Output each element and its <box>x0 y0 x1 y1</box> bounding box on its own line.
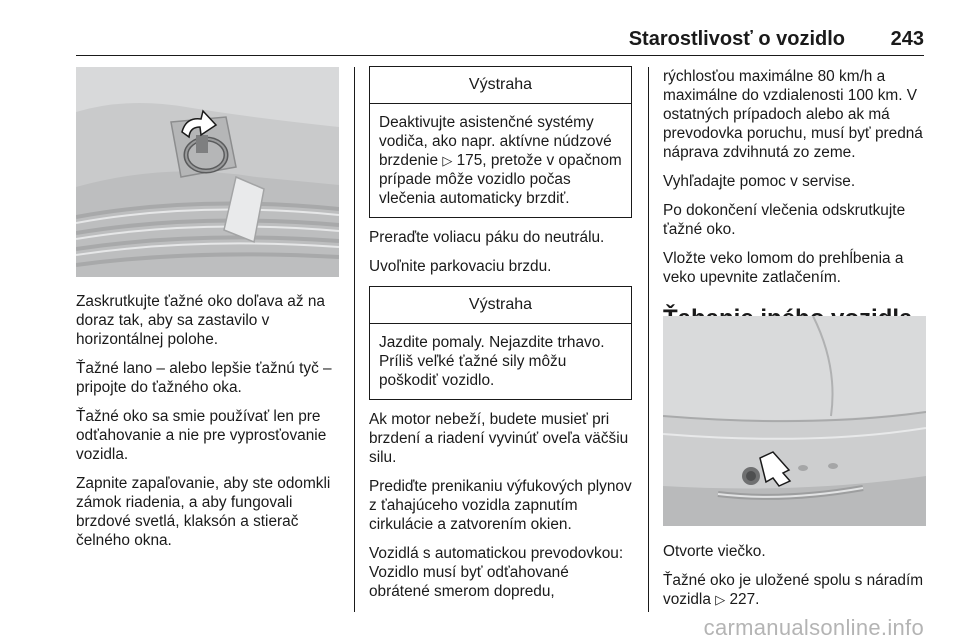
paragraph-parking-brake: Uvoľnite parkovaciu brzdu. <box>369 258 552 275</box>
warning-text-part: 175, pretože v opačnom prípade môže vozidlo počas vlečenia automaticky brzdiť. <box>379 152 622 207</box>
paragraph-open-cover: Otvorte viečko. <box>663 543 766 560</box>
paragraph-engine-off: Ak motor nebeží, budete musieť pri brzdení a riadení vyvinúť oveľa väčšiu silu. <box>369 411 629 466</box>
page-reference-arrow-icon: ▷ <box>715 592 726 607</box>
warning-heading: Výstraha <box>370 67 631 104</box>
column-1-text <box>76 292 339 560</box>
page-header-title: Starostlivosť o vozidlo <box>628 28 845 50</box>
paragraph-exhaust: Prediďte prenikaniu výfukových plynov z ťahajúceho vozidla zapnutím cirkulácie a zatvorením okien. <box>369 478 632 533</box>
page-reference-arrow-icon: ▷ <box>442 153 453 168</box>
paragraph-service: Vyhľadajte pomoc v servise. <box>663 173 856 190</box>
warning-box-assist-systems <box>369 66 632 218</box>
paragraph-speed-limit: rýchlosťou maximálne 80 km/h a maximálne do vzdialenosti 100 km. V ostatných prípadoch alebo ak má prevodovka poruchu, musí byť predná náprava zdvihnutá zo zeme. <box>663 68 923 161</box>
column-3 <box>663 67 926 333</box>
paragraph-attach-rope: Ťažné lano – alebo lepšie ťažnú tyč – pripojte do ťažného oka. <box>76 360 332 396</box>
paragraph-unscrew: Po dokončení vlečenia odskrutkujte ťažné oko. <box>663 202 906 238</box>
column-divider-1 <box>354 67 355 612</box>
column-divider-2 <box>648 67 649 612</box>
warning-text <box>370 104 631 217</box>
paragraph-text-part: Ťažné oko je uložené spolu s náradím vozidla <box>663 572 924 608</box>
front-tow-eye-photo <box>76 67 339 277</box>
paragraph-eye-stored <box>663 571 926 609</box>
paragraph-insert-cover: Vložte veko lomom do prehĺbenia a veko upevnite zatlačením. <box>663 250 904 286</box>
watermark: carmanualsonline.info <box>703 615 924 640</box>
column-3-bottom <box>663 542 926 619</box>
warning-text: Jazdite pomaly. Nejazdite trhavo. Príliš veľké ťažné sily môžu poškodiť vozidlo. <box>379 334 605 389</box>
warning-text-part: Deaktivujte asistenčné systémy vodiča, ako napr. aktívne núdzové brzdenie <box>379 114 612 169</box>
header-divider <box>76 55 924 56</box>
paragraph-neutral: Preraďte voliacu páku do neutrálu. <box>369 229 605 246</box>
paragraph-automatic: Vozidlá s automatickou prevodovkou: Vozidlo musí byť odťahované obrátené smerom dopredu, <box>369 545 624 600</box>
rear-bumper-photo <box>663 316 926 526</box>
paragraph-text-part: 227. <box>725 591 760 608</box>
page-number: 243 <box>890 28 924 50</box>
column-2 <box>369 66 632 611</box>
warning-box-drive-slowly <box>369 286 632 400</box>
paragraph-eye-usage: Ťažné oko sa smie používať len pre odťahovanie a nie pre vyprosťovanie vozidla. <box>76 408 327 463</box>
paragraph-ignition: Zapnite zapaľovanie, aby ste odomkli zámok riadenia, a aby fungovali brzdové svetlá, klaksón a stierač čelného okna. <box>76 475 331 549</box>
paragraph-screw-in-eye: Zaskrutkujte ťažné oko doľava až na doraz tak, aby sa zastavilo v horizontálnej polohe. <box>76 293 325 348</box>
warning-heading: Výstraha <box>370 287 631 324</box>
